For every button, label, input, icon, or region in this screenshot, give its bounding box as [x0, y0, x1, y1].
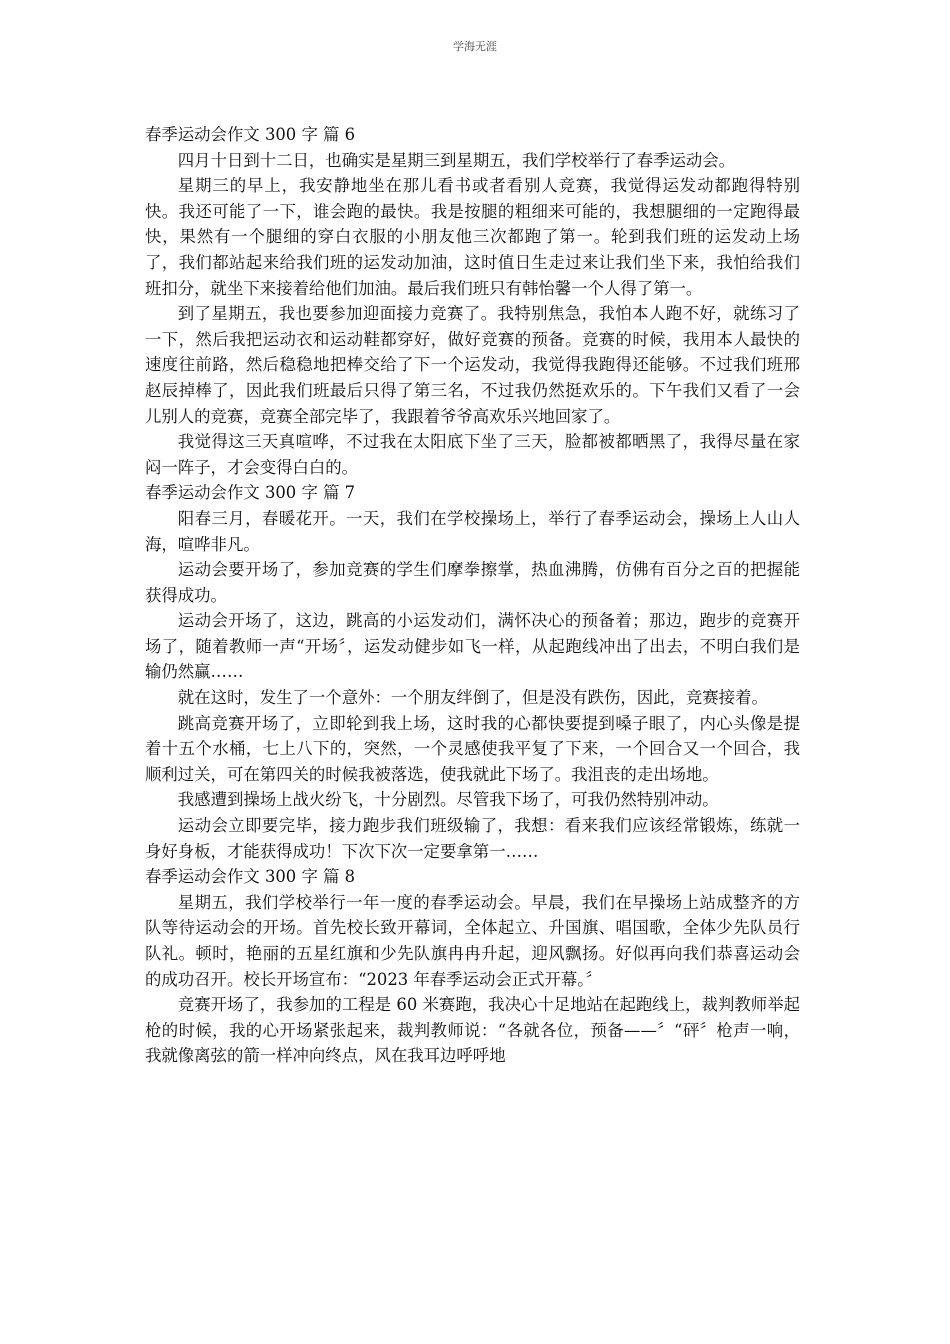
- paragraph: 竞赛开场了，我参加的工程是 60 米赛跑，我决心十足地站在起跑线上，裁判教师举起枪的时候，我的心开场紧张起来，裁判教师说：“各就各位，预备——〞“砰〞枪声一响，我就像离弦的箭一样冲向终点，风在我耳边呼呼地: [145, 995, 800, 1066]
- paragraph: 运动会要开场了，参加竞赛的学生们摩拳擦掌，热血沸腾，仿佛有百分之百的把握能获得成功。: [145, 560, 800, 605]
- document-body: [145, 122, 800, 1069]
- paragraph: 阳春三月，春暖花开。一天，我们在学校操场上，举行了春季运动会，操场上人山人海，喧哗非凡。: [145, 508, 800, 554]
- paragraph: 四月十日到十二日，也确实是星期三到星期五，我们学校举行了春季运动会。: [177, 150, 736, 170]
- paragraph: 运动会开场了，这边，跳高的小运发动们，满怀决心的预备着；那边，跑步的竞赛开场了，随着教师一声“开场〞，运发动健步如飞一样，从起跑线冲出了出去，不明白我们是输仍然赢……: [145, 611, 800, 682]
- paragraph: 运动会立即要完毕，接力跑步我们班级输了，我想：看来我们应该经常锻炼，练就一身好身板，才能获得成功！下次下次一定要拿第一……: [145, 816, 800, 861]
- page-header: 学海无涯: [453, 40, 497, 53]
- paragraph: 到了星期五，我也要参加迎面接力竞赛了。我特别焦急，我怕本人跑不好，就练习了一下，然后我把运动衣和运动鞋都穿好，做好竞赛的预备。竞赛的时候，我用本人最快的速度往前路，然后稳稳地把棒交给了下一个运发动，我觉得我跑得还能够。不过我们班邢赵辰掉棒了，因此我们班最后只得了第三名，不过我仍然挺欢乐的。下午我们又看了一会儿别人的竞赛，竞赛全部完毕了，我跟着爷爷高欢乐兴地回家了。: [145, 304, 800, 426]
- paragraph: 星期五，我们学校举行一年一度的春季运动会。早晨，我们在早操场上站成整齐的方队等待运动会的开场。首先校长致开幕词，全体起立、升国旗、唱国歌，全体少先队员行队礼。顿时，艳丽的五星红旗和少先队旗冉冉升起，迎风飘扬。好似再向我们恭喜运动会的成功召开。校长开场宣布：“2023 年春季运动会正式开幕。〞: [145, 892, 800, 989]
- paragraph: 星期三的早上，我安静地坐在那儿看书或者看别人竞赛，我觉得运发动都跑得特别快。我还可能了一下，谁会跑的最快。我是按腿的粗细来可能的，我想腿细的一定跑得最快，果然有一个腿细的穿白衣服的小朋友他三次都跑了第一。轮到我们班的运发动上场了，我们都站起来给我们班的运发动加油，这时值日生走过来让我们坐下来，我怕给我们班扣分，就坐下来接着给他们加油。最后我们班只有韩怡馨一个人得了第一。: [145, 176, 800, 298]
- paragraph: 我觉得这三天真喧哗，不过我在太阳底下坐了三天，脸都被都晒黑了，我得尽量在家闷一阵子，才会变得白白的。: [145, 432, 800, 477]
- paragraph: 我感遭到操场上战火纷飞，十分剧烈。尽管我下场了，可我仍然特别冲动。: [177, 790, 719, 810]
- paragraph: 就在这时，发生了一个意外：一个朋友绊倒了，但是没有跌伤，因此，竞赛接着。: [177, 688, 768, 708]
- section-title: 春季运动会作文 300 字 篇 7: [145, 483, 356, 503]
- paragraph: 跳高竞赛开场了，立即轮到我上场，这时我的心都快要提到嗓子眼了，内心头像是提着十五个水桶，七上八下的，突然，一个灵感使我平复了下来，一个回合又一个回合，我顺利过关，可在第四关的时候我被落选，使我就此下场了。我沮丧的走出场地。: [145, 713, 800, 784]
- section-title: 春季运动会作文 300 字 篇 6: [145, 125, 356, 144]
- section-title: 春季运动会作文 300 字 篇 8: [145, 867, 356, 887]
